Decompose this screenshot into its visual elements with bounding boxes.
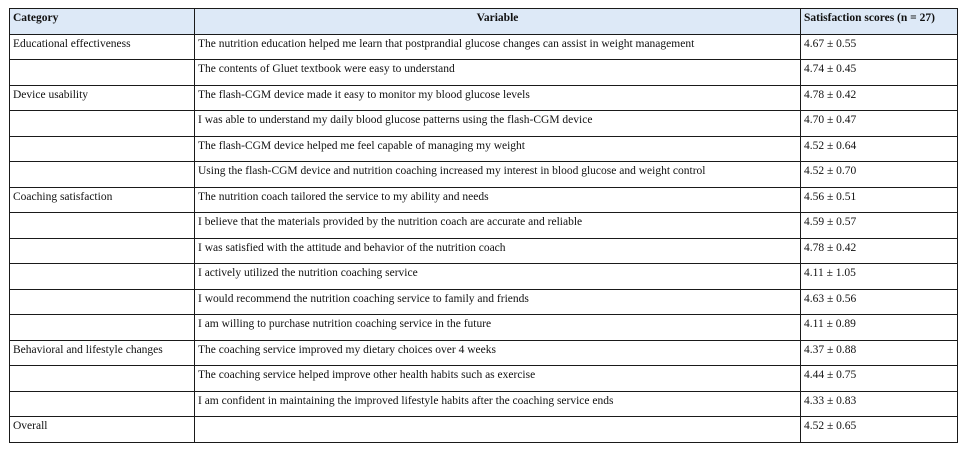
variable-cell: I am willing to purchase nutrition coaching service in the future <box>195 315 801 341</box>
category-cell <box>10 238 195 264</box>
variable-cell: I was able to understand my daily blood glucose patterns using the flash-CGM device <box>195 111 801 137</box>
score-cell: 4.78 ± 0.42 <box>801 238 958 264</box>
header-category: Category <box>10 9 195 35</box>
score-cell: 4.70 ± 0.47 <box>801 111 958 137</box>
category-cell: Educational effectiveness <box>10 34 195 60</box>
variable-cell: I would recommend the nutrition coaching service to family and friends <box>195 289 801 315</box>
header-score: Satisfaction scores (n = 27) <box>801 9 958 35</box>
table-row <box>10 315 958 341</box>
score-cell: 4.52 ± 0.64 <box>801 136 958 162</box>
category-cell <box>10 391 195 417</box>
variable-cell: The coaching service improved my dietary choices over 4 weeks <box>195 340 801 366</box>
variable-cell: I was satisfied with the attitude and behavior of the nutrition coach <box>195 238 801 264</box>
table-row <box>10 34 958 60</box>
variable-cell: The nutrition coach tailored the service to my ability and needs <box>195 187 801 213</box>
variable-cell: I actively utilized the nutrition coaching service <box>195 264 801 290</box>
table-row <box>10 136 958 162</box>
score-cell: 4.37 ± 0.88 <box>801 340 958 366</box>
category-cell: Device usability <box>10 85 195 111</box>
variable-cell: I am confident in maintaining the improved lifestyle habits after the coaching service ends <box>195 391 801 417</box>
variable-cell: The coaching service helped improve other health habits such as exercise <box>195 366 801 392</box>
variable-cell: The contents of Gluet textbook were easy to understand <box>195 60 801 86</box>
score-cell: 4.52 ± 0.70 <box>801 162 958 188</box>
variable-cell <box>195 417 801 443</box>
score-cell: 4.59 ± 0.57 <box>801 213 958 239</box>
category-cell <box>10 289 195 315</box>
score-cell: 4.74 ± 0.45 <box>801 60 958 86</box>
category-cell <box>10 162 195 188</box>
variable-cell: The flash-CGM device made it easy to monitor my blood glucose levels <box>195 85 801 111</box>
table-row <box>10 340 958 366</box>
table-row <box>10 111 958 137</box>
score-cell: 4.67 ± 0.55 <box>801 34 958 60</box>
table-row <box>10 391 958 417</box>
category-cell <box>10 111 195 137</box>
variable-cell: The flash-CGM device helped me feel capable of managing my weight <box>195 136 801 162</box>
table-row <box>10 60 958 86</box>
variable-cell: The nutrition education helped me learn that postprandial glucose changes can assist in weight management <box>195 34 801 60</box>
category-cell <box>10 60 195 86</box>
score-cell: 4.78 ± 0.42 <box>801 85 958 111</box>
satisfaction-table <box>9 8 958 443</box>
category-cell: Behavioral and lifestyle changes <box>10 340 195 366</box>
score-cell: 4.52 ± 0.65 <box>801 417 958 443</box>
score-cell: 4.11 ± 1.05 <box>801 264 958 290</box>
table-row <box>10 213 958 239</box>
category-cell <box>10 366 195 392</box>
category-cell: Coaching satisfaction <box>10 187 195 213</box>
table-row <box>10 187 958 213</box>
table-row <box>10 417 958 443</box>
score-cell: 4.56 ± 0.51 <box>801 187 958 213</box>
category-cell <box>10 264 195 290</box>
category-cell <box>10 315 195 341</box>
table-container <box>9 8 958 443</box>
header-variable: Variable <box>195 9 801 35</box>
table-row <box>10 238 958 264</box>
table-row <box>10 264 958 290</box>
variable-cell: Using the flash-CGM device and nutrition coaching increased my interest in blood glucose and weight control <box>195 162 801 188</box>
table-row <box>10 162 958 188</box>
score-cell: 4.33 ± 0.83 <box>801 391 958 417</box>
table-row <box>10 366 958 392</box>
score-cell: 4.63 ± 0.56 <box>801 289 958 315</box>
score-cell: 4.11 ± 0.89 <box>801 315 958 341</box>
category-cell: Overall <box>10 417 195 443</box>
table-body <box>10 34 958 442</box>
table-row <box>10 289 958 315</box>
variable-cell: I believe that the materials provided by the nutrition coach are accurate and reliable <box>195 213 801 239</box>
header-row <box>10 9 958 35</box>
table-row <box>10 85 958 111</box>
score-cell: 4.44 ± 0.75 <box>801 366 958 392</box>
category-cell <box>10 213 195 239</box>
category-cell <box>10 136 195 162</box>
